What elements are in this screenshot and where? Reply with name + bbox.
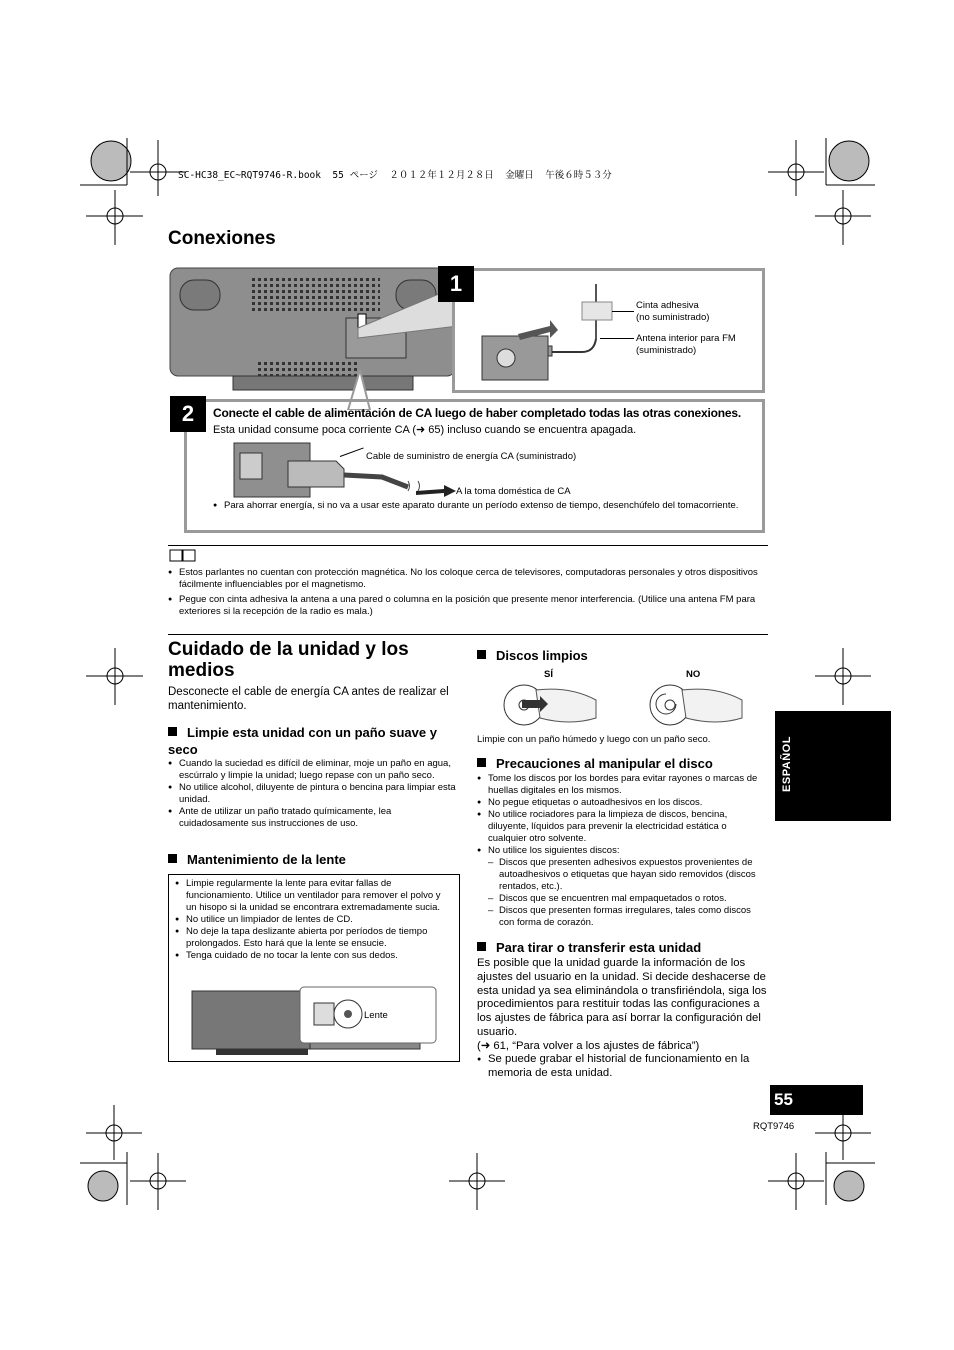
limpie-item: ● Ante de utilizar un paño tratado químicamente, lea cuidadosamente sus instrucciones de uso. [168,806,460,830]
section-title-conexiones: Conexiones [168,228,276,249]
discos-caption: Limpie con un paño húmedo y luego con un paño seco. [477,734,711,745]
section-rule [168,634,768,635]
device-back-illustration [168,266,458,396]
square-bullet-icon [477,758,486,767]
limpie-heading [168,724,460,758]
lente-list [175,878,453,962]
no-label: NO [686,669,701,680]
square-bullet-icon [168,727,177,736]
doc-code: RQT9746 [753,1121,795,1132]
step2-heading: Conecte el cable de alimentación de CA luego de haber completado todas las otras conexiones. [213,406,741,420]
section-title-cuidado: Cuidado de la unidad y los medios [168,639,409,681]
lente-label: Lente [364,1010,388,1021]
precauciones-sublist [477,857,767,929]
step2-text: Esta unidad consume poca corriente CA (➜ 65) incluso cuando se encuentra apagada. [213,424,637,436]
lente-item: ● Tenga cuidado de no tocar la lente con sus dedos. [175,950,453,962]
si-label: SÍ [544,669,553,680]
precauciones-heading-text: Precauciones al manipular el disco [496,756,713,771]
precauciones-heading [477,756,713,771]
precauciones-item: ● No pegue etiquetas o autoadhesivos en los discos. [477,797,767,809]
precauciones-item: ● Tome los discos por los bordes para evitar rayones o marcas de huellas digitales en los mismos. [477,773,767,797]
energy-note-text: ● Para ahorrar energía, si no va a usar este aparato durante un período extenso de tiempo, desenchúfelo del tomacorriente. [213,500,743,512]
tirar-bullet-list [477,1053,769,1081]
tirar-heading [477,940,701,955]
lente-item: ● No utilice un limpiador de lentes de CD. [175,914,453,926]
precauciones-subitem: – Discos que se encuentren mal empaquetados o rotos. [477,893,767,905]
lens-illustration [190,985,440,1057]
language-side-tab-label: ESPAÑOL [781,736,793,792]
outlet-label: A la toma doméstica de CA [456,486,571,497]
limpie-item: ● No utilice alcohol, diluyente de pintura o bencina para limpiar esta unidad. [168,782,460,806]
discos-heading-text: Discos limpios [496,648,588,663]
tirar-text: Es posible que la unidad guarde la información de los ajustes del usuario en la unidad. Si decide deshacerse de esta unidad ya sea eliminándola o transfiriéndola, siga los procedimientos para restituir todas las configuraciones a los ajustes de fábrica para así borrar la configuración del usuario. [477,957,767,1038]
page-number: 55 [770,1085,863,1115]
note-item: ● Pegue con cinta adhesiva la antena a una pared o columna en la posición que presente menor interferencia. (Utilice una antena FM para exteriores si la recepción de la radio es mala.) [168,594,768,618]
tape-leader [612,311,634,312]
square-bullet-icon [477,942,486,951]
power-cable-illustration [232,441,462,499]
note-item: ● Estos parlantes no cuentan con protección magnética. No los coloque cerca de televisores, computadoras personales y otros dispositivos fácilmente influenciables por el magnetismo. [168,567,768,591]
energy-note [213,500,743,512]
file-header-line: SC-HC38_EC~RQT9746-R.book 55 ページ ２０１２年１２月２８日 金曜日 午後６時５３分 [178,170,612,181]
step1-number: 1 [438,266,474,302]
tirar-heading-text: Para tirar o transferir esta unidad [496,940,702,955]
square-bullet-icon [168,854,177,863]
lente-item: ● No deje la tapa deslizante abierta por períodos de tiempo prolongados. Esto hará que la lente se ensucie. [175,926,453,950]
step2-number: 2 [170,396,206,432]
limpie-heading-text: Limpie esta unidad con un paño suave y seco [168,725,437,757]
antenna-label: Antena interior para FM (suministrado) [636,333,736,356]
precauciones-item: ● No utilice los siguientes discos: [477,845,767,857]
precauciones-item: ● No utilice rociadores para la limpieza de discos, bencina, diluyente, líquidos para prevenir la electricidad estática o cualquier otro solvente. [477,809,767,845]
precauciones-list [477,773,767,857]
disc-clean-correct-illustration [500,682,600,728]
disc-clean-wrong-illustration [646,682,746,728]
limpie-item: ● Cuando la suciedad es difícil de eliminar, moje un paño en agua, escúrralo y limpie la unidad; luego repase con un paño seco. [168,758,460,782]
notes-rule [168,545,768,546]
antenna-illustration [478,284,638,382]
lente-heading-text: Mantenimiento de la lente [187,852,346,867]
tape-label: Cinta adhesiva (no suministrado) [636,300,710,323]
square-bullet-icon [477,650,486,659]
lente-heading [168,852,346,867]
precauciones-subitem: – Discos que presenten formas irregulares, tales como discos con forma de corazón. [477,905,767,929]
lente-item: ● Limpie regularmente la lente para evitar fallas de funcionamiento. Utilice un ventilador para remover el polvo y un hisopo si la unidad se encontrara extremadamente sucia. [175,878,453,914]
cable-label: Cable de suministro de energía CA (suministrado) [366,451,577,462]
precauciones-subitem: – Discos que presenten adhesivos expuestos provenientes de autoadhesivos o etiquetas que hayan sido removidos (discos rentados, etc.). [477,857,767,893]
notes-list [168,567,768,618]
tirar-ref: (➜ 61, “Para volver a los ajustes de fábrica”) [477,1040,700,1052]
book-icon [169,549,197,563]
discos-heading [477,648,588,663]
antenna-leader [600,338,634,339]
cuidado-intro: Desconecte el cable de energía CA antes de realizar el mantenimiento. [168,686,449,712]
limpie-list [168,758,460,830]
tirar-bullet: ● Se puede grabar el historial de funcionamiento en la memoria de esta unidad. [477,1053,769,1081]
